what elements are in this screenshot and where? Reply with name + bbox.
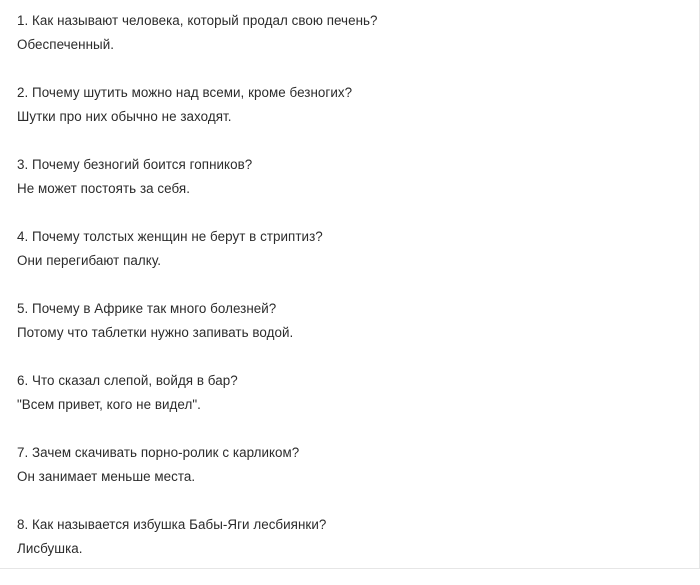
joke-item: [17, 9, 677, 57]
joke-item: [17, 441, 677, 489]
joke-item: [17, 81, 677, 129]
joke-item: [17, 369, 677, 417]
joke-question: 5. Почему в Африке так много болезней?: [17, 301, 277, 316]
joke-question: 7. Зачем скачивать порно-ролик с карликом?: [17, 445, 300, 460]
joke-list: [17, 9, 677, 585]
joke-question: 2. Почему шутить можно над всеми, кроме безногих?: [17, 85, 353, 100]
joke-question: 4. Почему толстых женщин не берут в стриптиз?: [17, 229, 323, 244]
joke-answer: Они перегибают палку.: [17, 253, 162, 268]
joke-answer: "Всем привет, кого не видел".: [17, 397, 201, 412]
joke-question: 1. Как называют человека, который продал свою печень?: [17, 13, 378, 28]
joke-answer: Лисбушка.: [17, 541, 83, 556]
joke-question: 8. Как называется избушка Бабы-Яги лесбиянки?: [17, 517, 327, 532]
joke-answer: Потому что таблетки нужно запивать водой.: [17, 325, 294, 340]
joke-answer: Обеспеченный.: [17, 37, 115, 52]
joke-item: [17, 225, 677, 273]
joke-question: 3. Почему безногий боится гопников?: [17, 157, 253, 172]
joke-answer: Не может постоять за себя.: [17, 181, 191, 196]
joke-item: [17, 513, 677, 561]
joke-item: [17, 297, 677, 345]
joke-question: 6. Что сказал слепой, войдя в бар?: [17, 373, 238, 388]
joke-item: [17, 153, 677, 201]
joke-answer: Он занимает меньше места.: [17, 469, 196, 484]
joke-answer: Шутки про них обычно не заходят.: [17, 109, 232, 124]
